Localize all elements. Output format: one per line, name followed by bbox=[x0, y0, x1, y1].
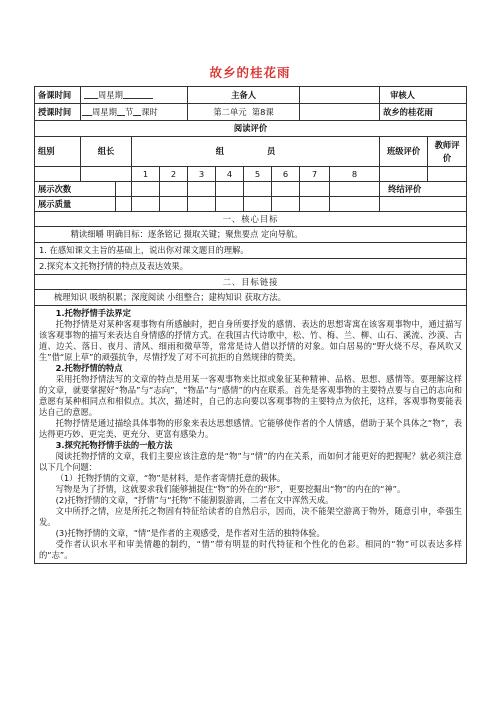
teach-time-value: 周星期 节 课时 bbox=[81, 104, 188, 121]
core-goal1-row bbox=[35, 243, 467, 259]
core-intro: 精读细嚼 明确目标：逐条铭记 摄取关键；聚焦要点 定向导航。 bbox=[35, 227, 467, 243]
core-heading-row bbox=[35, 212, 467, 227]
links-intro-row bbox=[35, 290, 467, 306]
teach-time-label: 授课时间 bbox=[35, 104, 81, 121]
num-cell: 6 bbox=[272, 167, 300, 182]
paragraph: 受作者认识水平和审美情趣的制约，“情”带有明显的时代特征和个性化的色彩。相同的“物”可以表达多样的“志”。 bbox=[39, 539, 463, 560]
paragraph: 托物抒情是对某种客观事物有所感触时，把自身所要抒发的感情、表达的思想寄寓在该客观事物中，通过描写该客观事物的描写来表达自身情感的抒情方式。在我国古代诗歌中，松、竹、梅、兰、柳、山石、溪流、沙漠、古道、边关、落日、夜月、清风、细雨和微草等，常常是诗人借以抒情的对象。如白居易的“野火烧不尽，春风吹又生”借“原上草”的顽强抗争，尽情抒发了对不可抗拒的自然规律的赞美。 bbox=[39, 319, 463, 362]
page-title: 故乡的桂花雨 bbox=[209, 65, 291, 80]
final-eval-label: 终结评价 bbox=[380, 182, 467, 197]
members-label: 组 员 bbox=[132, 137, 380, 167]
paragraph: 文中所抒之情，应是所托之物固有特征给读者的自然启示，因而，决不能架空游离于物外，随意引申，牵强生发。 bbox=[39, 506, 463, 527]
show-quality-label: 展示质量 bbox=[35, 197, 116, 212]
teacher-eval-label: 教师评价 bbox=[428, 137, 467, 167]
group-label: 组别 bbox=[35, 137, 81, 167]
eval-header: 阅读评价 bbox=[35, 121, 467, 137]
show-count-label: 展示次数 bbox=[35, 182, 116, 197]
preparer-label: 主备人 bbox=[188, 87, 300, 104]
num-cell: 3 bbox=[188, 167, 216, 182]
section-heading: 3.探究托物抒情手法的一般方法 bbox=[55, 440, 173, 450]
core-goal2: 2.探究本文托物抒情的特点及表达效果。 bbox=[35, 259, 467, 275]
num-cell: 8 bbox=[330, 167, 380, 182]
show-quality-row bbox=[35, 197, 467, 212]
core-intro-row bbox=[35, 227, 467, 243]
teach-blank bbox=[300, 104, 380, 121]
lesson-plan-table-wrapper bbox=[34, 86, 466, 564]
paragraph: 托物抒情是通过描绘具体事物的形象来表达思想感情。它能够使作者的个人情感，借助于某个具体之“物”，表达得更巧妙、更完美、更充分、更富有感染力。 bbox=[39, 418, 463, 439]
lesson-plan-table bbox=[34, 86, 467, 564]
prep-time-row bbox=[35, 87, 467, 104]
lesson-title: 故乡的桂花雨 bbox=[380, 104, 467, 121]
prep-time-label: 备课时间 bbox=[35, 87, 81, 104]
paragraph: 写物是为了抒情，这就要求我们能够捕捉住“物”的外在的“形”，更要挖掘出“物”的内在的“神”。 bbox=[55, 484, 406, 494]
group-row bbox=[35, 137, 467, 167]
section-heading: 2.托物抒情的特点 bbox=[55, 363, 123, 373]
links-body-row bbox=[35, 306, 467, 564]
show-count-row bbox=[35, 182, 467, 197]
teach-time-row bbox=[35, 104, 467, 121]
unit-lesson: 第二单元 第8课 bbox=[188, 104, 300, 121]
paragraph: 阅读托物抒情的文章，我们主要应该注意的是“物”与“情”的内在关系，而如何才能更好的把握呢？就必须注意以下几个问题： bbox=[39, 451, 463, 472]
links-body bbox=[35, 306, 467, 564]
eval-header-row bbox=[35, 121, 467, 137]
num-cell: 5 bbox=[244, 167, 272, 182]
preparer-value bbox=[300, 87, 380, 104]
num-cell: 2 bbox=[160, 167, 188, 182]
leader-label: 组长 bbox=[81, 137, 132, 167]
links-heading-row bbox=[35, 275, 467, 290]
number-row bbox=[35, 167, 467, 182]
section-heading: 1.托物抒情手法界定 bbox=[55, 308, 131, 318]
num-cell: 1 bbox=[132, 167, 160, 182]
links-intro: 梳理知识 吸纳积累；深度阅读 小组整合；建构知识 获取方法。 bbox=[35, 290, 467, 306]
core-goal2-row bbox=[35, 259, 467, 275]
links-heading: 二、目标链接 bbox=[35, 275, 467, 290]
class-eval-label: 班级评价 bbox=[380, 137, 428, 167]
paragraph: （1）托物抒情的文章，“物”是材料，是作者寄情托意的载体。 bbox=[55, 473, 286, 483]
core-goal1: 1. 在感知课文主旨的基础上，说出你对课文题目的理解。 bbox=[35, 243, 467, 259]
num-cell: 7 bbox=[300, 167, 330, 182]
num-cell: 4 bbox=[216, 167, 244, 182]
paragraph: (2)托物抒情的文章，“抒情”与“托物”不能割裂游离，二者在文中浑然天成。 bbox=[55, 495, 334, 505]
reviewer-label: 审核人 bbox=[380, 87, 467, 104]
paragraph: 采用托物抒情法写的文章的特点是用某一客观事物来比拟或象征某种精神、品格、思想、感情等。要理解这样的文章，就要掌握好“物品”与“志向”，“物品”与“感情”的内在联系。首先是客观事物的主要特点要与自己的志向和意愿有某种相同点和相似点。其次，描述时，自己的志向要以客观事物的主要特点为依托，这样，客观事物要能表达自己的意愿。 bbox=[39, 374, 463, 417]
prep-time-value: 周星期 bbox=[81, 87, 188, 104]
core-heading: 一、核心目标 bbox=[35, 212, 467, 227]
paragraph: (3)托物抒情的文章，“情”是作者的主观感受，是作者对生活的独特体验。 bbox=[55, 528, 325, 538]
